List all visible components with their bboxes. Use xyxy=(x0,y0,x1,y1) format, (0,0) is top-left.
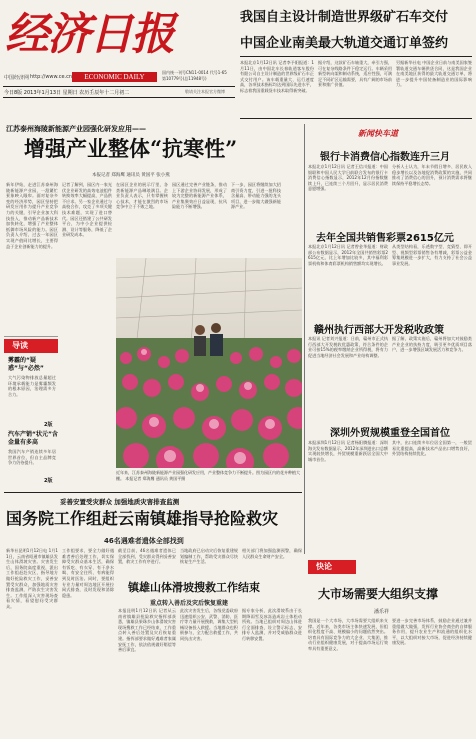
guide-item1-page[interactable]: 2版 xyxy=(44,422,53,428)
masthead-approval: 敬请关注本报官方微博 xyxy=(185,89,225,94)
second-headline[interactable]: 镇雄山体滑坡搜救工作结束 xyxy=(128,581,260,594)
disaster-body-col-3: 截至目前，46名遇难者遗体已全部找到，受灾群众得到妥善安置，救灾工作有序进行。 xyxy=(118,548,176,565)
masthead-date-line: 今日8版 2013年1月13日 星期日 农历壬辰年十二月初二 xyxy=(4,90,130,96)
disaster-rule-top xyxy=(4,492,302,493)
disaster-body-col-1: 新华社昆明1月12日电 1月11日，云南省昭通市镇雄县发生山体滑坡灾害。灾害发生后，国务院高度重视，派出工作组赶赴灾区，指导地方做好抢险救灾工作，妥善安置受灾群众，加强地质灾害排查监测，严防次生灾害发生。工作组深入灾害现场查看灾情，看望慰问受灾群众。 xyxy=(6,548,58,609)
lead-body-col-3: 在园区企业的展示厅里，各类新能源产品琳琅满目。企业负责人表示，只有掌握核心技术，才能在激烈的市场竞争中立于不败之地。 xyxy=(116,182,168,210)
disaster-body-col-5: 相关部门将加强监测预警，确保人民群众生命财产安全。 xyxy=(242,548,302,559)
lead-headline[interactable]: 增强产业整体“抗寒性” xyxy=(24,136,238,161)
top-headline-1[interactable]: 我国自主设计制造世界级矿石车交付 xyxy=(240,10,449,25)
guide-item2-page[interactable]: 2版 xyxy=(44,478,53,484)
masthead-english: ECONOMIC DAILY xyxy=(72,72,157,82)
commentary-body-a: 我国是一个大市场，大市场需要大组织来支撑。近年来，各类市场主体快速发展，但组织化程度不高、规模偏小的问题依然突出。培育具有国际竞争力的大企业、大集团，推动行业组织健康发展，对于提高市场运行效率具有重要意义。 xyxy=(308,618,388,651)
top-story-body-3: 另据新华社电 中国企业日前与南美国家签署轨道交通车辆供货合同，这是我国企业在南美地区获得的最大轨道交通订单，将进一步提升中国装备制造业的国际影响力。 xyxy=(396,60,472,88)
right-news-item4-body-b: 其中，出口连续多年位居全国第一，一般贸易比重提高，高新技术产品出口增势良好，外贸结构持续优化。 xyxy=(392,440,472,457)
photo-caption: 近年来，江苏泰州海陵新能源产业园强化研发应用，产业整体竞争力不断提升。图为园区内的花卉种植大棚。 本报记者 郑海鹰 通讯员 黄国平摄 xyxy=(116,470,300,481)
right-news-item2[interactable]: 去年全国共销售彩票2615亿元 xyxy=(316,233,454,244)
lead-body-col-4: 园区通过完善产业链条，推动上下游企业协同发展，形成了较为完整的新能源产业体系，产业集聚效应日益显现，抗风险能力不断增强。 xyxy=(172,182,227,210)
lead-byline: 本报记者 郑海鹰 通讯员 黄国平 张小燕 xyxy=(92,173,170,178)
guide-item2-summary: 我国汽车产销连续多年居世界首位，但自主品牌竞争力仍待提升。 xyxy=(8,449,56,466)
masthead-site-label: 中国经济网 xyxy=(4,75,30,81)
second-subhead: 重点转入善后及灾后恢复重建 xyxy=(150,600,229,607)
right-news-item4-body-a: 本报深圳1月12日讯 记者杨阳腾报道：深圳海关发布数据显示，2012年深圳进出口总额实现较快增长，外贸规模重新跃居全国大中城市首位。 xyxy=(308,440,388,462)
masthead-website[interactable]: http://www.ce.cn xyxy=(30,74,73,80)
guide-box xyxy=(4,336,58,486)
masthead-serial: 国内统一刊号CN11-0014 代号1-65 xyxy=(162,70,227,75)
second-body-col-1: 本报昆明1月12日讯 记者从云南省镇雄县抢险救灾指挥部获悉，镇雄县果珠乡山体滑坡灾害现场搜救工作已经结束，工作重点转入善后处置及灾后恢复重建。指挥部要求做好遇难者家属安抚工作，依法依规做好赔偿等善后事宜。 xyxy=(118,608,176,653)
masthead-rule-bottom xyxy=(3,97,235,98)
right-news-item3-body-a: 本报讯 记者刘兴报道：日前，赣州市正式执行西部大开发税收优惠政策，符合条件的企业可按15%的税率缴纳企业所得税，将有力促进当地经济社会发展和产业结构调整。 xyxy=(308,336,388,358)
guide-label-text: 导读 xyxy=(12,341,28,350)
top-right-rule-bottom xyxy=(240,118,472,119)
disaster-headline[interactable]: 国务院工作组赶云南镇雄指导抢险救灾 xyxy=(6,509,279,528)
right-news-item1-body-a: 本报北京1月12日讯 记者王信川报道：中国银联和中国人民大学日前联合发布的银行卡消费信心指数显示，2012年12月份指数继续上升，已连续三个月回升，显示居民消费意愿增强。 xyxy=(308,164,388,192)
masthead-rule xyxy=(3,86,235,87)
news-express-badge xyxy=(348,126,408,146)
commentary-body-b: 要进一步完善市场体系，鼓励企业通过兼并重组做大做强，发挥行业协会商会的自律服务作用，提升农业生产和流通的组织化水平，以大组织对接大市场，促进经济持续健康发展。 xyxy=(392,618,472,646)
column-divider xyxy=(304,124,305,554)
guide-label xyxy=(4,339,58,353)
disaster-body-col-4: 当地政府已启动灾后恢复重建规划编制工作，帮助受灾群众尽快恢复生产生活。 xyxy=(180,548,238,565)
right-news-item3-body-b: 据了解，政策实施后，赣州将加大对鼓励类产业企业的扶持力度，吸引更多优质项目落户，进一步增强区域发展活力和竞争力。 xyxy=(392,336,472,353)
disaster-body-col-2: 工作组要求，要全力做好遇难者善后处理工作，切实保障受灾群众基本生活，确保有饭吃、有衣穿、有干净水喝、有安全住所、有病能得到及时医治。同时，要组织专业力量对周边地区开展拉网式排查，及时发现和消除隐患。 xyxy=(62,548,114,598)
commentary-label-text: 快论 xyxy=(316,562,332,571)
right-news-item2-body-b: 从类型结构看，乐透数字型、竞猜型、即开型、视频型彩票销售各有增减，彩票公益金筹集规模进一步扩大，有力支持了社会公益事业发展。 xyxy=(392,244,472,266)
guide-item2-title[interactable]: 汽车产销“状元”含金量有多高 xyxy=(8,431,58,446)
disaster-kicker: 妥善安置受灾群众 加强地质灾害排查监测 xyxy=(60,498,180,506)
lead-body-col-5: 下一步，园区将继续加大招商引资力度，引进一批科技含量高、带动能力强的龙头项目，进一步做大做强新能源产业。 xyxy=(231,182,281,210)
top-right-rule xyxy=(240,56,472,57)
guide-item1-summary: 大气污染物排放总量超过环境承载能力是雾霾频发的根本原因，治理需多方合力。 xyxy=(8,375,56,397)
right-news-item3[interactable]: 赣州执行西部大开发税收政策 xyxy=(314,325,444,336)
guide-item1-title[interactable]: 雾霾的“疑惑”与“必然” xyxy=(8,357,44,372)
right-news-item1-body-b: 分析人士认为，年末节假日增多、居民收入稳步增长以及各地促消费政策的实施，共同推动了消费信心的回升，预计消费需求将继续保持平稳增长态势。 xyxy=(392,164,472,186)
commentary-author: 潘乐祥 xyxy=(374,609,390,615)
top-story-body-1: 本报北京1月12日讯 记者李予阳报道：1月11日，由中国北车长春轨道客车股份有限公司自主设计制造的世界级矿石车正式交付用户。该车载重量大、运行速度高，各项技术指标均达到国际先进水平，标志着我国重载货车技术取得新突破。 xyxy=(240,60,314,93)
commentary-label xyxy=(308,560,356,574)
top-story-body-2: 据介绍，这款矿石车轴重大，牵引力强，可在复杂线路条件下稳定运行。车辆采用新型转向架和制动系统，适应性强，可满足不同矿区运输需要，具有广阔的市场前景和推广价值。 xyxy=(318,60,392,88)
greenhouse-photo xyxy=(116,258,302,468)
news-express-badge-text: 新闻快车道 xyxy=(358,128,398,138)
lead-body-col-1: 新年伊始，走进江苏泰州海陵新能源产业园，一派繁忙景象映入眼帘。面对复杂多变的经济形势，园区坚持把研发应用作为提升产业竞争力的关键，引导企业加大科技投入，推动新产品新技术加快转化，增强了产业整体抵御市场风险的能力。园区负责人介绍，过去一年园区实现产值同比增长，主要得益于企业创新能力的提升。 xyxy=(6,182,58,249)
commentary-headline[interactable]: 大市场需要大组织支撑 xyxy=(318,587,439,601)
masthead-issue-number: 第10779号(总11948号) xyxy=(162,76,207,81)
masthead-logo: 经济日报 xyxy=(5,9,173,60)
lead-body-col-2: 记者了解到，园区内一家光伏企业研发的高效电池组件转换效率大幅提高，产品供不应求。另一家企业通过与高校合作，攻克了多项关键技术难题，实现了进口替代。园区还搭建了公共研发平台，为中小企业提供检测、设计等服务，降低了企业研发成本。 xyxy=(62,182,112,238)
second-body-col-3: 据专家分析，此次滑坡系由于长期降雨雪及冰冻造成岩土体松动所致。当地已组织对周边山体进行全面排查，设立警示标志，安排专人监测，并对受威胁群众进行转移安置。 xyxy=(242,608,302,641)
disaster-subhead: 46名遇难者遗体全部找到 xyxy=(104,537,184,545)
right-news-item4[interactable]: 深圳外贸规模重登全国首位 xyxy=(330,428,450,439)
second-body-col-2: 此次灾害发生后，各级党委政府迅速组织公安、武警、消防、医疗等力量开展搜救，调集大型机械设备投入救援。当地群众也积极参与，全力配合救援工作，共同抗击灾害。 xyxy=(180,608,238,641)
lead-kicker: 江苏泰州海陵新能源产业园强化研发应用—— xyxy=(6,125,146,133)
top-headline-2[interactable]: 中国企业南美最大轨道交通订单签约 xyxy=(240,36,449,51)
right-news-item1[interactable]: 银行卡消费信心指数连升三月 xyxy=(320,152,450,163)
right-news-item2-body-a: 本报北京1月12日讯 记者曾金华报道：财政部公布数据显示，2012年全国共销售彩票2615亿元，比上年增加比较多，其中福利彩票机构和体育彩票机构销售额均实现增长。 xyxy=(308,244,388,266)
